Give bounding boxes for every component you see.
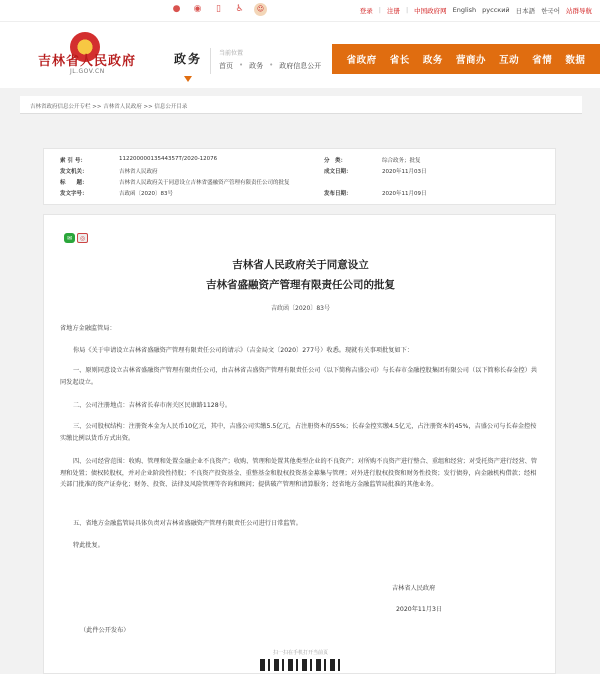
publication-note: （此件公开发布） bbox=[80, 627, 130, 634]
document-title-line1: 吉林省人民政府关于同意设立 bbox=[232, 259, 369, 271]
wechat-icon[interactable]: ● bbox=[172, 4, 181, 14]
site-title[interactable]: 吉林省人民政府 bbox=[38, 54, 137, 69]
weibo-icon[interactable]: ◉ bbox=[193, 4, 202, 14]
created-value: 2020年11月03日 bbox=[382, 169, 427, 175]
crumb-affairs[interactable]: 政务 bbox=[249, 62, 264, 70]
paragraph-5: 四、公司经营范围：收购、管理和处置金融企业不良资产；收购、管理和处置其他类型企业的不良资产；对所购不良资产进行整合、重组和经营；对受托资产进行经营、管理和处置；债权转股权，并对企业阶段性持股；不良资产投资基金、重整基金和股权投资基金募集与管理；对外进行股权投资和财务性投资；发行债券，向金融机构借款；经相关部门批准的资产证券化；财务、投资、法律及风险管理等咨询和顾问；提供破产管理和清算服务；经省地方金融监管局批准的其他业务。 bbox=[60, 458, 538, 488]
share-weibo-icon[interactable]: ◎ bbox=[77, 233, 88, 243]
document-title-line2: 吉林省盛融资产管理有限责任公司的批复 bbox=[206, 279, 395, 291]
index-no-value: 11220000013544357T/2020-12076 bbox=[119, 156, 218, 162]
top-links: 登录 | 注册 | 中国政府网 English русский 日本語 한국어 站群导航 bbox=[359, 6, 592, 15]
share-wechat-icon[interactable]: ✉ bbox=[64, 233, 75, 243]
document-number: 吉政函〔2020〕83号 bbox=[271, 305, 330, 312]
section-arrow-icon bbox=[184, 76, 192, 82]
paragraph-2: 一、原则同意设立吉林省盛融资产管理有限责任公司，由吉林省吉盛资产管理有限责任公司（以下简称吉盛公司）与长春市金融控股集团有限公司（以下简称长春金控）共同发起设立。 bbox=[60, 367, 538, 386]
published-label: 发布日期： bbox=[324, 191, 352, 197]
metadata-table bbox=[43, 148, 556, 205]
issuer-value: 吉林省人民政府 bbox=[119, 169, 158, 175]
qr-caption: 扫一扫在手机打开当前页 bbox=[272, 650, 328, 656]
english-link[interactable]: English bbox=[452, 6, 477, 14]
paragraph-6: 五、省地方金融监管局具体负责对吉林省盛融资产管理有限责任公司进行日常监管。 bbox=[73, 520, 302, 527]
register-link[interactable]: 注册 bbox=[386, 7, 400, 15]
nav-business[interactable]: 营商办 bbox=[455, 55, 486, 66]
title-label: 标 题： bbox=[60, 180, 88, 186]
crumb-disclosure[interactable]: 政府信息公开 bbox=[279, 62, 322, 70]
russian-link[interactable]: русский bbox=[482, 6, 510, 14]
paragraph-7: 特此批复。 bbox=[73, 542, 104, 549]
published-value: 2020年11月09日 bbox=[382, 191, 427, 197]
site-group-link[interactable]: 站群导航 bbox=[566, 7, 592, 15]
title-value: 吉林省人民政府关于同意设立吉林省盛融资产管理有限责任公司的批复 bbox=[119, 180, 290, 186]
category-value: 综合政务；批复 bbox=[382, 158, 421, 164]
section-name: 政务 bbox=[174, 52, 203, 66]
mobile-icon[interactable]: ▯ bbox=[216, 4, 221, 14]
nav-governor[interactable]: 省长 bbox=[389, 55, 410, 66]
social-icons bbox=[170, 3, 267, 16]
main-nav bbox=[332, 44, 600, 74]
korean-link[interactable]: 한국어 bbox=[541, 7, 560, 15]
addressee: 省地方金融监管局： bbox=[60, 325, 116, 332]
paragraph-4: 三、公司股权结构：注册资本金为人民币10亿元，其中，吉盛公司实缴5.5亿元，占注册资本的55%；长春金控实缴4.5亿元，占注册资本的45%，吉盛公司与长春金控按实缴比例以货币方式出资。 bbox=[60, 423, 537, 442]
docno-label: 发文字号： bbox=[60, 191, 88, 197]
nav-interaction[interactable]: 互动 bbox=[499, 55, 520, 66]
gov-cn-link[interactable]: 中国政府网 bbox=[414, 7, 447, 15]
login-link[interactable]: 登录 bbox=[359, 7, 373, 15]
site-domain: JL.GOV.CN bbox=[70, 68, 105, 75]
crumb-home[interactable]: 首页 bbox=[219, 62, 233, 70]
signer: 吉林省人民政府 bbox=[392, 585, 436, 592]
nav-province-info[interactable]: 省情 bbox=[532, 55, 553, 66]
qr-code-icon bbox=[260, 659, 340, 671]
paragraph-3: 二、公司注册地点：吉林省长春市南关区民康路1128号。 bbox=[73, 402, 232, 409]
paragraph-1: 你局《关于申请设立吉林省盛融资产管理有限责任公司的请示》（吉金局文〔2020〕277号）收悉。现就有关事项批复如下： bbox=[73, 347, 414, 354]
share-buttons bbox=[64, 233, 88, 243]
created-label: 成文日期： bbox=[324, 169, 352, 175]
nav-data[interactable]: 数据 bbox=[565, 55, 586, 66]
nav-affairs[interactable]: 政务 bbox=[422, 55, 443, 66]
site-header bbox=[0, 22, 600, 88]
category-label: 分 类： bbox=[324, 158, 347, 164]
divider bbox=[210, 48, 211, 74]
accessibility-icon[interactable]: ♿ bbox=[235, 4, 244, 14]
docno-value: 吉政函〔2020〕83号 bbox=[119, 191, 173, 197]
header-breadcrumb: 首页 • 政务 • 政府信息公开 bbox=[219, 61, 322, 70]
mascot-icon[interactable]: ☺ bbox=[254, 3, 267, 16]
top-bar bbox=[0, 0, 600, 22]
issuer-label: 发文机关： bbox=[60, 169, 88, 175]
sign-date: 2020年11月3日 bbox=[396, 606, 443, 613]
nav-provincial-gov[interactable]: 省政府 bbox=[346, 55, 377, 66]
current-location-label: 当前位置 bbox=[219, 50, 244, 57]
index-no-label: 索 引 号： bbox=[60, 158, 86, 164]
breadcrumb[interactable]: 吉林省政府信息公开专栏 >> 吉林省人民政府 >> 信息公开目录 bbox=[20, 96, 582, 114]
japanese-link[interactable]: 日本語 bbox=[515, 7, 536, 15]
document-body bbox=[43, 214, 556, 674]
